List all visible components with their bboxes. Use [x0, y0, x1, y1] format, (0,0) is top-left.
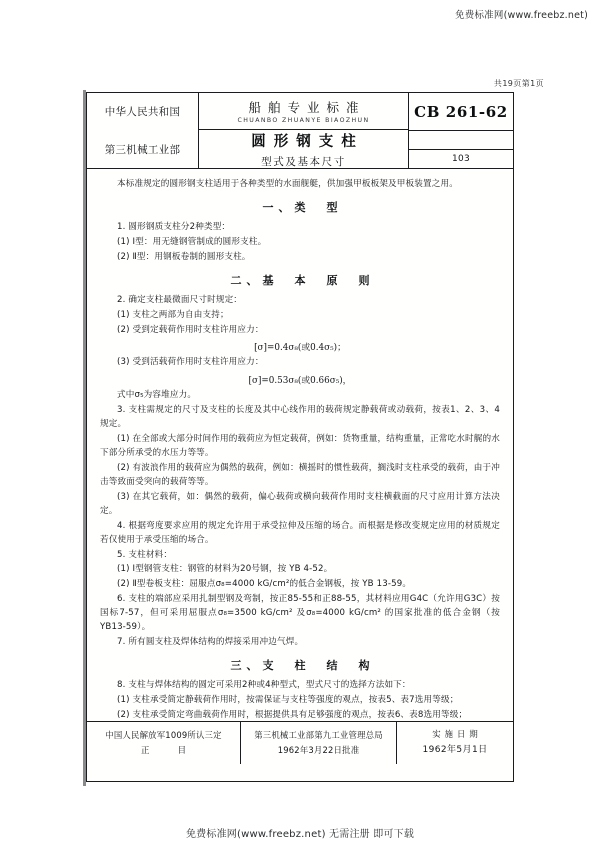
s3-item-3: (3) 在其它载荷，如：偶然的载荷，偏心载荷或横向载荷作用时支柱横截面的尺寸应用计算方法决定。	[100, 491, 500, 516]
s7-paragraph: 7. 所有圆支柱及焊体结构的焊接采用冲边气焊。	[117, 637, 304, 648]
s8-lead: 8. 支柱与焊体结构的圆定可采用2种或4种型式，型式尺寸的选择方法如下：	[117, 679, 411, 690]
s2-note: 式中σ₅为容堆应力。	[117, 390, 197, 401]
section-heading-2: 二、基 本 原 则	[230, 273, 375, 287]
page-marker: 共19页第1页	[493, 79, 544, 88]
standard-type-cn: 船舶专业标准	[248, 100, 366, 115]
effective-date-label: 实施日期	[432, 729, 482, 740]
document-footer	[87, 722, 513, 764]
footer-left-line2: 正 目	[140, 745, 197, 755]
effective-date-value: 1962年5月1日	[422, 745, 488, 756]
s5-lead: 5. 支柱材料：	[117, 549, 173, 560]
s5-item-1: (1) Ⅰ型钢管支柱：钢管的材料为20号钢，按 YB 4-52。	[117, 564, 333, 575]
sheet-page-number: 103	[451, 154, 471, 164]
masthead-blank-cell	[409, 131, 513, 150]
s1-lead: 1. 圆形钢质支柱分2种类型：	[117, 221, 231, 232]
s3-item-1: (1) 在全部或大部分时间作用的载荷应为恒定载荷，例如：货物重量，结构重量，正常吃水时艉的水下部分所承受的水压力等等。	[100, 434, 500, 459]
s4-paragraph: 4. 根据弯度要求应用的规定允许用于承受拉伸及压缩的场合。而根据是修改变规定应用的材质规定若仅使用于承受压缩的场合。	[100, 520, 500, 545]
s1-item-1: (1) Ⅰ型：用无缝钢管制成的圆形支柱。	[117, 236, 267, 247]
s8-item-2: (2) 支柱承受简定弯曲载荷作用时，根据提供具有足够强度的观点，按表6、表8选用等级；	[117, 709, 468, 720]
masthead-title-block	[199, 93, 409, 168]
section-heading-1: 一、类 型	[262, 200, 343, 214]
masthead-code-block	[409, 93, 513, 168]
footer-approver-name: 第三机械工业部第九工业管理总局	[254, 729, 383, 740]
s1-item-2: (2) Ⅱ型：用钢板卷制的圆形支柱。	[117, 251, 251, 262]
watermark-top: 免费标准网(www.freebz.net)	[455, 10, 588, 21]
s6-paragraph: 6. 支柱的端部应采用扎制型钢及弯制，按正85-55和正88-55，其材料应用G4C（允许用G3C）按国标7-57，但可采用屈服点σ₈=3500 kG/cm² 及σ₈=4000 kG/cm² 的国家批准的低合金钢（按 YB13-59）。	[100, 594, 500, 633]
s2-lead: 2. 确定支柱最微面尺寸时规定：	[117, 294, 243, 305]
standard-type-pinyin: CHUANBO ZHUANYE BIAOZHUN	[237, 117, 370, 124]
issuer-ministry: 第三机械工业部	[104, 143, 181, 156]
footer-effective-cell	[397, 722, 513, 764]
s3-item-2: (2) 有波浪作用的载荷应为偶然的载荷，例如：横摇时的惯性载荷，搁浅时支柱承受的载荷，由于冲击等致面受突向的载荷等等。	[100, 462, 500, 487]
standard-type-band	[199, 93, 408, 130]
issuer-country: 中华人民共和国	[104, 106, 181, 119]
footer-left-cell	[87, 722, 241, 764]
section-heading-3: 三、支 柱 结 构	[230, 658, 375, 672]
masthead	[87, 93, 513, 169]
footer-approver-cell	[241, 722, 397, 764]
s5-item-2: (2) Ⅱ型卷板支柱：屈服点σ₈=4000 kG/cm²的低合金钢板，按 YB 13-59。	[117, 579, 412, 590]
footer-left-line1: 中国人民解放军1009所认三定	[105, 729, 222, 740]
s2-item-2: (2) 受到定载荷作用时支柱许用应力：	[117, 324, 264, 335]
standard-code: CB 261-62	[409, 93, 513, 131]
s3-paragraph: 3. 支柱需规定的尺寸及支柱的长度及其中心线作用的载荷规定静载荷或动载荷，按表1、2、3、4规定。	[100, 405, 500, 430]
watermark-bottom: 免费标准网(www.freebz.net) 无需注册 即可下载	[185, 829, 415, 840]
document-subtitle: 型式及基本尺寸	[261, 155, 346, 168]
masthead-issuer	[87, 93, 199, 168]
formula-live-load: [σ]=0.53σ₈(或0.66σ₅)，	[248, 376, 352, 387]
s2-item-3: (3) 受到活载荷作用时支柱许用应力：	[117, 357, 264, 368]
intro-paragraph: 本标准规定的圆形钢支柱适用于各种类型的水面舰艇，供加强甲板板架及甲板装置之用。	[117, 179, 459, 189]
document-title: 圆形钢支柱	[251, 133, 364, 150]
formula-static-load: [σ]=0.4σ₈(或0.4σ₅)；	[254, 343, 346, 354]
document-sheet	[86, 92, 514, 782]
s2-item-1: (1) 支柱之两部为自由支持；	[117, 309, 229, 320]
document-body	[87, 169, 513, 722]
footer-approval-date: 1962年3月22日批准	[277, 745, 360, 755]
s8-item-1: (1) 支柱承受简定静载荷作用时，按需保证与支柱等强度的观点，按表5、表7选用等级；	[117, 694, 459, 705]
document-title-band	[199, 130, 408, 168]
